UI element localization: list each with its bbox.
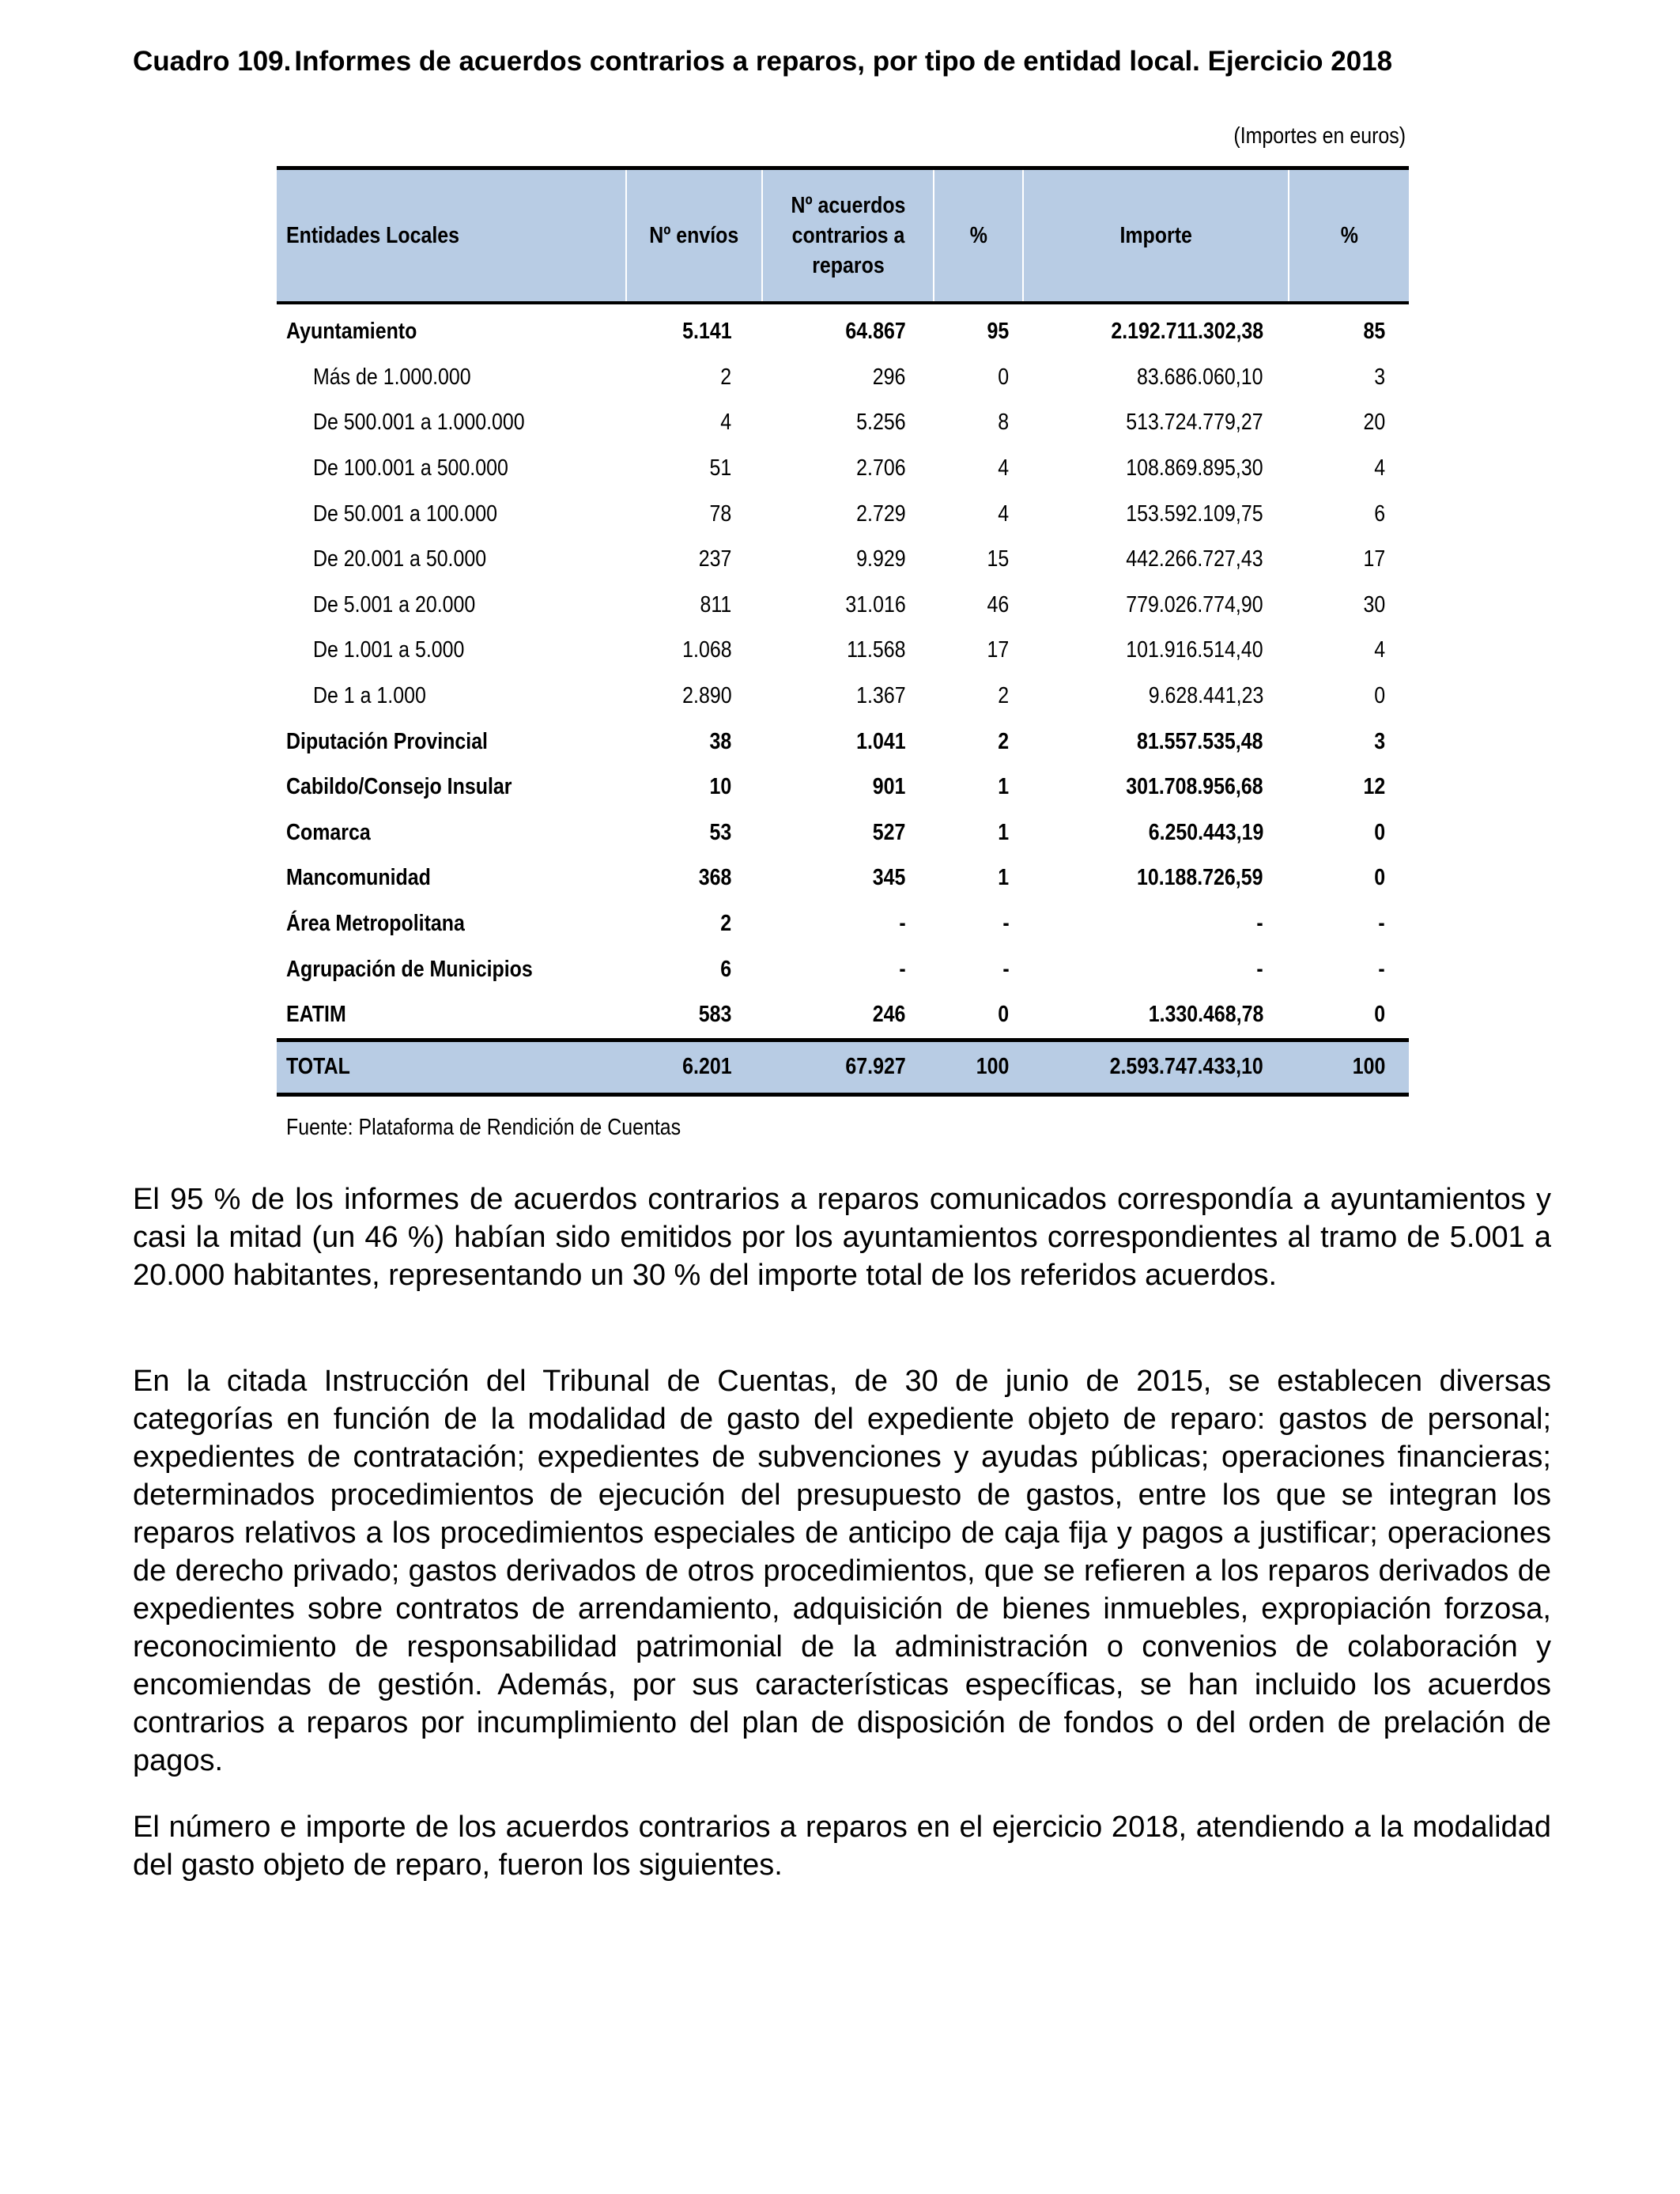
header-acuerdos: Nº acuerdos contrarios a reparos xyxy=(762,168,934,304)
cell-pct-importe: 4 xyxy=(1374,637,1385,663)
cell-envios: 5.141 xyxy=(682,319,732,345)
table-row xyxy=(277,946,1409,992)
cell-acuerdos: - xyxy=(899,956,906,982)
cell-importe: 779.026.774,90 xyxy=(1126,591,1263,617)
units-note: (Importes en euros) xyxy=(1233,123,1406,149)
cell-acuerdos: 527 xyxy=(872,819,906,845)
header-pct-acuerdos: % xyxy=(934,168,1023,304)
table-row xyxy=(277,583,1409,629)
cell-pct-importe: - xyxy=(1378,956,1385,982)
cell-pct-importe: 3 xyxy=(1374,728,1385,754)
cell-pct-importe: 6 xyxy=(1374,500,1385,527)
body-paragraph-2: En la citada Instrucción del Tribunal de Cuentas, de 30 de junio de 2015, se establecen diversas categorías en función de la modalidad de gasto del expediente objeto de reparo: gastos de personal; expedientes de contratación; expedientes de subvenciones y ayudas públicas; operaciones financieras; determinados procedimientos de ejecución del presupuesto de gastos, entre los que se integran los reparos relativos a los procedimientos especiales de anticipo de caja fija y pagos a justificar; operaciones de derecho privado; gastos derivados de otros procedimientos, que se refieren a los reparos derivados de expedientes sobre contratos de arrendamiento, adquisición de bienes inmuebles, expropiación forzosa, reconocimiento de responsabilidad patrimonial de la administración o convenios de colaboración y encomiendas de gestión. Además, por sus características específicas, se han incluido los acuerdos contrarios a reparos por incumplimiento del plan de disposición de fondos o del orden de prelación de pagos. xyxy=(133,1365,1551,1777)
cell-pct-acuerdos: - xyxy=(1002,911,1010,937)
cell-entidad: Ayuntamiento xyxy=(286,319,417,345)
cell-pct-importe: - xyxy=(1378,911,1385,937)
table-row xyxy=(277,992,1409,1040)
header-entidades: Entidades Locales xyxy=(277,168,626,304)
total-importe: 2.593.747.433,10 xyxy=(1023,1040,1289,1094)
table-row xyxy=(277,400,1409,446)
cell-acuerdos: 2.729 xyxy=(856,500,906,527)
cell-pct-acuerdos: 1 xyxy=(998,819,1010,845)
cell-entidad: Mancomunidad xyxy=(286,865,431,891)
cell-importe: 101.916.514,40 xyxy=(1126,637,1263,663)
cell-envios: 78 xyxy=(709,500,732,527)
table-header-row xyxy=(277,168,1409,304)
cell-entidad: De 100.001 a 500.000 xyxy=(313,455,508,481)
cell-envios: 2.890 xyxy=(682,683,732,709)
cell-envios: 38 xyxy=(709,728,732,754)
header-pct-importe: % xyxy=(1289,168,1409,304)
cell-entidad: Más de 1.000.000 xyxy=(313,364,471,390)
cell-importe: 83.686.060,10 xyxy=(1137,364,1263,390)
cell-acuerdos: - xyxy=(899,911,906,937)
cell-envios: 2 xyxy=(720,364,732,390)
cell-pct-acuerdos: 2 xyxy=(998,728,1010,754)
total-label: TOTAL xyxy=(277,1040,626,1094)
cell-pct-acuerdos: 2 xyxy=(998,683,1010,709)
cell-importe: - xyxy=(1256,911,1263,937)
cell-importe: 513.724.779,27 xyxy=(1126,410,1263,436)
table-caption xyxy=(133,46,1556,77)
total-pct-acuerdos: 100 xyxy=(934,1040,1023,1094)
table-row xyxy=(277,901,1409,947)
cell-pct-importe: 0 xyxy=(1374,683,1385,709)
cell-entidad: EATIM xyxy=(286,1002,346,1028)
cell-pct-acuerdos: 4 xyxy=(998,455,1010,481)
table-row xyxy=(277,491,1409,537)
cell-entidad: De 500.001 a 1.000.000 xyxy=(313,410,525,436)
cell-envios: 811 xyxy=(700,591,732,617)
cell-entidad: De 5.001 a 20.000 xyxy=(313,591,476,617)
cell-acuerdos: 246 xyxy=(872,1002,906,1028)
cell-acuerdos: 2.706 xyxy=(856,455,906,481)
cell-entidad: De 50.001 a 100.000 xyxy=(313,500,497,527)
header-envios: Nº envíos xyxy=(626,168,761,304)
table-row xyxy=(277,674,1409,719)
cell-importe: 2.192.711.302,38 xyxy=(1111,319,1263,345)
cell-pct-importe: 20 xyxy=(1363,410,1385,436)
cell-envios: 237 xyxy=(698,546,732,572)
total-acuerdos: 67.927 xyxy=(762,1040,934,1094)
cell-envios: 10 xyxy=(709,774,732,800)
table-total-row xyxy=(277,1040,1409,1094)
total-envios: 6.201 xyxy=(626,1040,761,1094)
cell-importe: 108.869.895,30 xyxy=(1126,455,1263,481)
cell-acuerdos: 64.867 xyxy=(845,319,906,345)
cell-pct-importe: 0 xyxy=(1374,1002,1385,1028)
cell-entidad: De 1 a 1.000 xyxy=(313,683,426,709)
cell-importe: 153.592.109,75 xyxy=(1126,500,1263,527)
table-row xyxy=(277,810,1409,856)
table-row xyxy=(277,303,1409,355)
cell-importe: 81.557.535,48 xyxy=(1137,728,1263,754)
cell-acuerdos: 1.041 xyxy=(856,728,906,754)
cell-importe: 301.708.956,68 xyxy=(1126,774,1263,800)
cell-acuerdos: 1.367 xyxy=(856,683,906,709)
table-row xyxy=(277,355,1409,401)
caption-title: Informes de acuerdos contrarios a reparos, por tipo de entidad local. Ejercicio 2018 xyxy=(294,46,1393,77)
total-pct-importe: 100 xyxy=(1289,1040,1409,1094)
cell-importe: 9.628.441,23 xyxy=(1148,683,1263,709)
cell-pct-acuerdos: 17 xyxy=(987,637,1010,663)
cell-entidad: Cabildo/Consejo Insular xyxy=(286,774,512,800)
cell-acuerdos: 11.568 xyxy=(847,637,906,663)
table-row xyxy=(277,765,1409,810)
cell-importe: 1.330.468,78 xyxy=(1148,1002,1263,1028)
caption-number: Cuadro 109. xyxy=(133,46,292,77)
cell-pct-acuerdos: 0 xyxy=(998,364,1010,390)
cell-pct-importe: 30 xyxy=(1363,591,1385,617)
table-row xyxy=(277,537,1409,583)
cell-pct-importe: 0 xyxy=(1374,865,1385,891)
cell-pct-acuerdos: 46 xyxy=(987,591,1010,617)
cell-acuerdos: 5.256 xyxy=(856,410,906,436)
cell-envios: 583 xyxy=(698,1002,732,1028)
table-source: Fuente: Plataforma de Rendición de Cuentas xyxy=(286,1115,681,1140)
cell-entidad: Comarca xyxy=(286,819,371,845)
cell-entidad: De 20.001 a 50.000 xyxy=(313,546,487,572)
cell-importe: 442.266.727,43 xyxy=(1126,546,1263,572)
cell-entidad: Diputación Provincial xyxy=(286,728,488,754)
cell-pct-acuerdos: - xyxy=(1002,956,1010,982)
cell-acuerdos: 345 xyxy=(872,865,906,891)
cell-pct-importe: 4 xyxy=(1374,455,1385,481)
body-paragraph-1: El 95 % de los informes de acuerdos contrarios a reparos comunicados correspondía a ayuntamientos y casi la mitad (un 46 %) habían sido emitidos por los ayuntamientos correspondientes al tramo de 5.001 a 20.000 habitantes, representando un 30 % del importe total de los referidos acuerdos. xyxy=(133,1183,1551,1292)
cell-entidad: Área Metropolitana xyxy=(286,911,465,937)
cell-envios: 4 xyxy=(720,410,732,436)
cell-pct-importe: 12 xyxy=(1363,774,1385,800)
cell-pct-importe: 3 xyxy=(1374,364,1385,390)
cell-entidad: Agrupación de Municipios xyxy=(286,956,533,982)
cell-pct-acuerdos: 1 xyxy=(998,865,1010,891)
cell-entidad: De 1.001 a 5.000 xyxy=(313,637,465,663)
cell-pct-importe: 0 xyxy=(1374,819,1385,845)
data-table xyxy=(277,166,1409,1097)
cell-pct-acuerdos: 4 xyxy=(998,500,1010,527)
body-paragraph-3: El número e importe de los acuerdos contrarios a reparos en el ejercicio 2018, atendiendo a la modalidad del gasto objeto de reparo, fueron los siguientes. xyxy=(133,1811,1551,1882)
cell-envios: 2 xyxy=(720,911,732,937)
cell-pct-acuerdos: 8 xyxy=(998,410,1010,436)
cell-pct-acuerdos: 95 xyxy=(987,319,1010,345)
cell-envios: 51 xyxy=(709,455,732,481)
cell-envios: 6 xyxy=(720,956,732,982)
cell-acuerdos: 296 xyxy=(872,364,906,390)
cell-acuerdos: 31.016 xyxy=(845,591,906,617)
cell-acuerdos: 901 xyxy=(872,774,906,800)
cell-envios: 1.068 xyxy=(682,637,732,663)
cell-pct-importe: 85 xyxy=(1363,319,1385,345)
table-row xyxy=(277,628,1409,674)
cell-pct-importe: 17 xyxy=(1363,546,1385,572)
cell-envios: 53 xyxy=(709,819,732,845)
cell-importe: 10.188.726,59 xyxy=(1137,865,1263,891)
cell-pct-acuerdos: 15 xyxy=(987,546,1010,572)
cell-pct-acuerdos: 1 xyxy=(998,774,1010,800)
table-row xyxy=(277,855,1409,901)
cell-pct-acuerdos: 0 xyxy=(998,1002,1010,1028)
cell-acuerdos: 9.929 xyxy=(856,546,906,572)
cell-importe: - xyxy=(1256,956,1263,982)
cell-envios: 368 xyxy=(698,865,732,891)
cell-importe: 6.250.443,19 xyxy=(1148,819,1263,845)
header-importe: Importe xyxy=(1023,168,1289,304)
table-row xyxy=(277,446,1409,492)
table-row xyxy=(277,719,1409,765)
